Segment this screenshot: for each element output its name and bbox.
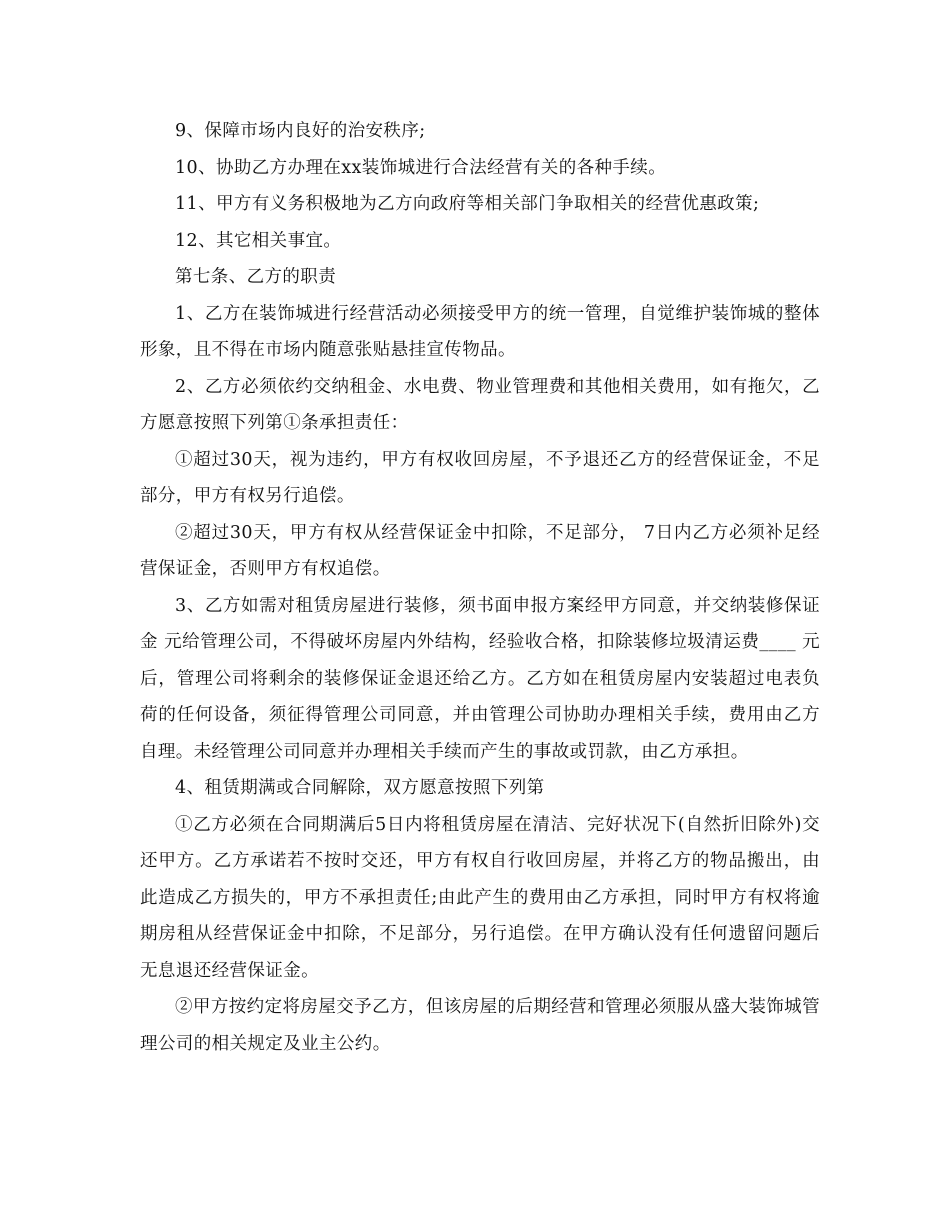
duty-2-option-1: ①超过30天，视为违约，甲方有权收回房屋，不予退还乙方的经营保证金，不足部分，甲方有权另行追偿。: [140, 449, 820, 506]
duty-3-paragraph: 3、乙方如需对租赁房屋进行装修，须书面申报方案经甲方同意，并交纳装修保证金 元给管理公司，不得破坏房屋内外结构，经验收合格，扣除装修垃圾清运费____ 元后，管理公司将剩余的装修保证金退还给乙方。乙方如在租赁房屋内安装超过电表负荷的任何设备，须征得管理公司同意，并由管理公司协助办理相关手续，费用由乙方自理。未经管理公司同意并办理相关手续而产生的事故或罚款，由乙方承担。: [140, 595, 820, 762]
duty-1-paragraph: 1、乙方在装饰城进行经营活动必须接受甲方的统一管理，自觉维护装饰城的整体形象，且不得在市场内随意张贴悬挂宣传物品。: [140, 303, 820, 360]
duty-4-option-1: ①乙方必须在合同期满后5日内将租赁房屋在清洁、完好状况下(自然折旧除外)交还甲方。乙方承诺若不按时交还，甲方有权自行收回房屋，并将乙方的物品搬出，由此造成乙方损失的，甲方不承担责任;由此产生的费用由乙方承担，同时甲方有权将逾期房租从经营保证金中扣除，不足部分，另行追偿。在甲方确认没有任何遗留问题后无息退还经营保证金。: [140, 814, 820, 981]
duty-4-option-2: ②甲方按约定将房屋交予乙方，但该房屋的后期经营和管理必须服从盛大装饰城管理公司的相关规定及业主公约。: [140, 997, 820, 1054]
duty-4-paragraph: 4、租赁期满或合同解除，双方愿意按照下列第: [175, 778, 545, 798]
duty-2-option-2: ②超过30天，甲方有权从经营保证金中扣除，不足部分， 7日内乙方必须补足经营保证金，否则甲方有权追偿。: [140, 522, 820, 579]
document-body: [140, 113, 820, 1062]
clause-12-paragraph: 12、其它相关事宜。: [175, 230, 342, 251]
duty-2-paragraph: 2、乙方必须依约交纳租金、水电费、物业管理费和其他相关费用，如有拖欠，乙方愿意按照下列第①条承担责任：: [140, 376, 820, 433]
article-7-heading: 第七条、乙方的职责: [175, 267, 337, 287]
clause-11-paragraph: 11、甲方有义务积极地为乙方向政府等相关部门争取相关的经营优惠政策;: [175, 194, 760, 214]
clause-9-paragraph: 9、保障市场内良好的治安秩序;: [175, 121, 426, 141]
clause-10-paragraph: 10、协助乙方办理在xx装饰城进行合法经营有关的各种手续。: [175, 157, 667, 178]
